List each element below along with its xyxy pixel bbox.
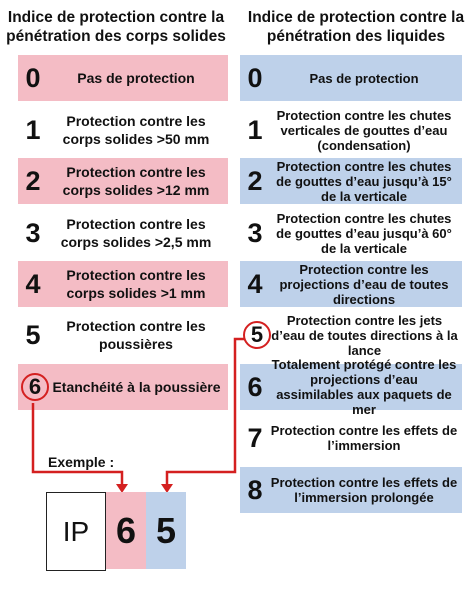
- solids-column-header: Indice de protection contre la pénétration des corps solides: [6, 9, 226, 45]
- liquids-column-header: Indice de protection contre la pénétration des liquides: [247, 9, 465, 45]
- solids-description: Pas de protection: [77, 70, 195, 86]
- solids-digit: 1: [25, 115, 41, 145]
- solids-digit: 3: [25, 218, 41, 248]
- solids-digit: 5: [25, 320, 41, 350]
- liquids-description: Protection contre les chutes de gouttes d’eau jusqu’à 15° de la verticale: [276, 158, 452, 204]
- liquids-description: Protection contre les chutes verticales de gouttes d’eau (condensation): [276, 107, 452, 153]
- liquids-description: Protection contre les effets de l’immersion: [270, 423, 458, 453]
- example-label: Exemple :: [48, 454, 115, 470]
- liquids-description: Protection contre les chutes de gouttes d’eau jusqu’à 60° de la verticale: [276, 210, 452, 256]
- liquids-description: Totalement protégé contre les projections d’eau assimilables aux paquets de mer: [271, 357, 457, 417]
- ip-liquid-digit-box: 5: [146, 492, 186, 569]
- liquids-description: Protection contre les projections d’eau de toutes directions: [279, 261, 449, 307]
- solids-description: Protection contre les corps solides >1 mm: [66, 267, 206, 301]
- liquids-description: Protection contre les jets d’eau de toutes directions à la lance: [271, 312, 458, 358]
- liquids-description: Pas de protection: [309, 70, 419, 86]
- solids-connector-line: [33, 403, 122, 486]
- liquids-digit: 7: [247, 423, 263, 453]
- solids-description: Protection contre les poussières: [66, 318, 206, 352]
- liquids-digit: 2: [247, 166, 263, 196]
- liquids-digit: 8: [247, 475, 263, 505]
- solids-description: Etanchéité à la poussière: [52, 379, 221, 395]
- liquids-digit: 0: [247, 63, 263, 93]
- liquids-connector-line: [167, 339, 244, 486]
- ip-solid-digit-box: 6: [106, 492, 146, 569]
- liquids-description: Protection contre les effets de l’immersion prolongée: [270, 475, 458, 505]
- solids-description: Protection contre les corps solides >50 mm: [62, 113, 210, 147]
- ip-prefix-box: IP: [46, 492, 106, 571]
- liquids-digit: 6: [247, 372, 263, 402]
- solids-digit-highlighted: 6: [21, 373, 49, 401]
- solids-description: Protection contre les corps solides >12 mm: [62, 164, 210, 198]
- liquids-digit: 4: [247, 269, 263, 299]
- solids-digit: 2: [25, 166, 41, 196]
- solids-description: Protection contre les corps solides >2,5 mm: [60, 216, 212, 250]
- solids-digit: 0: [25, 63, 41, 93]
- liquids-digit: 1: [247, 115, 263, 145]
- liquids-digit-highlighted: 5: [243, 321, 271, 349]
- solids-digit: 4: [25, 269, 41, 299]
- liquids-digit: 3: [247, 218, 263, 248]
